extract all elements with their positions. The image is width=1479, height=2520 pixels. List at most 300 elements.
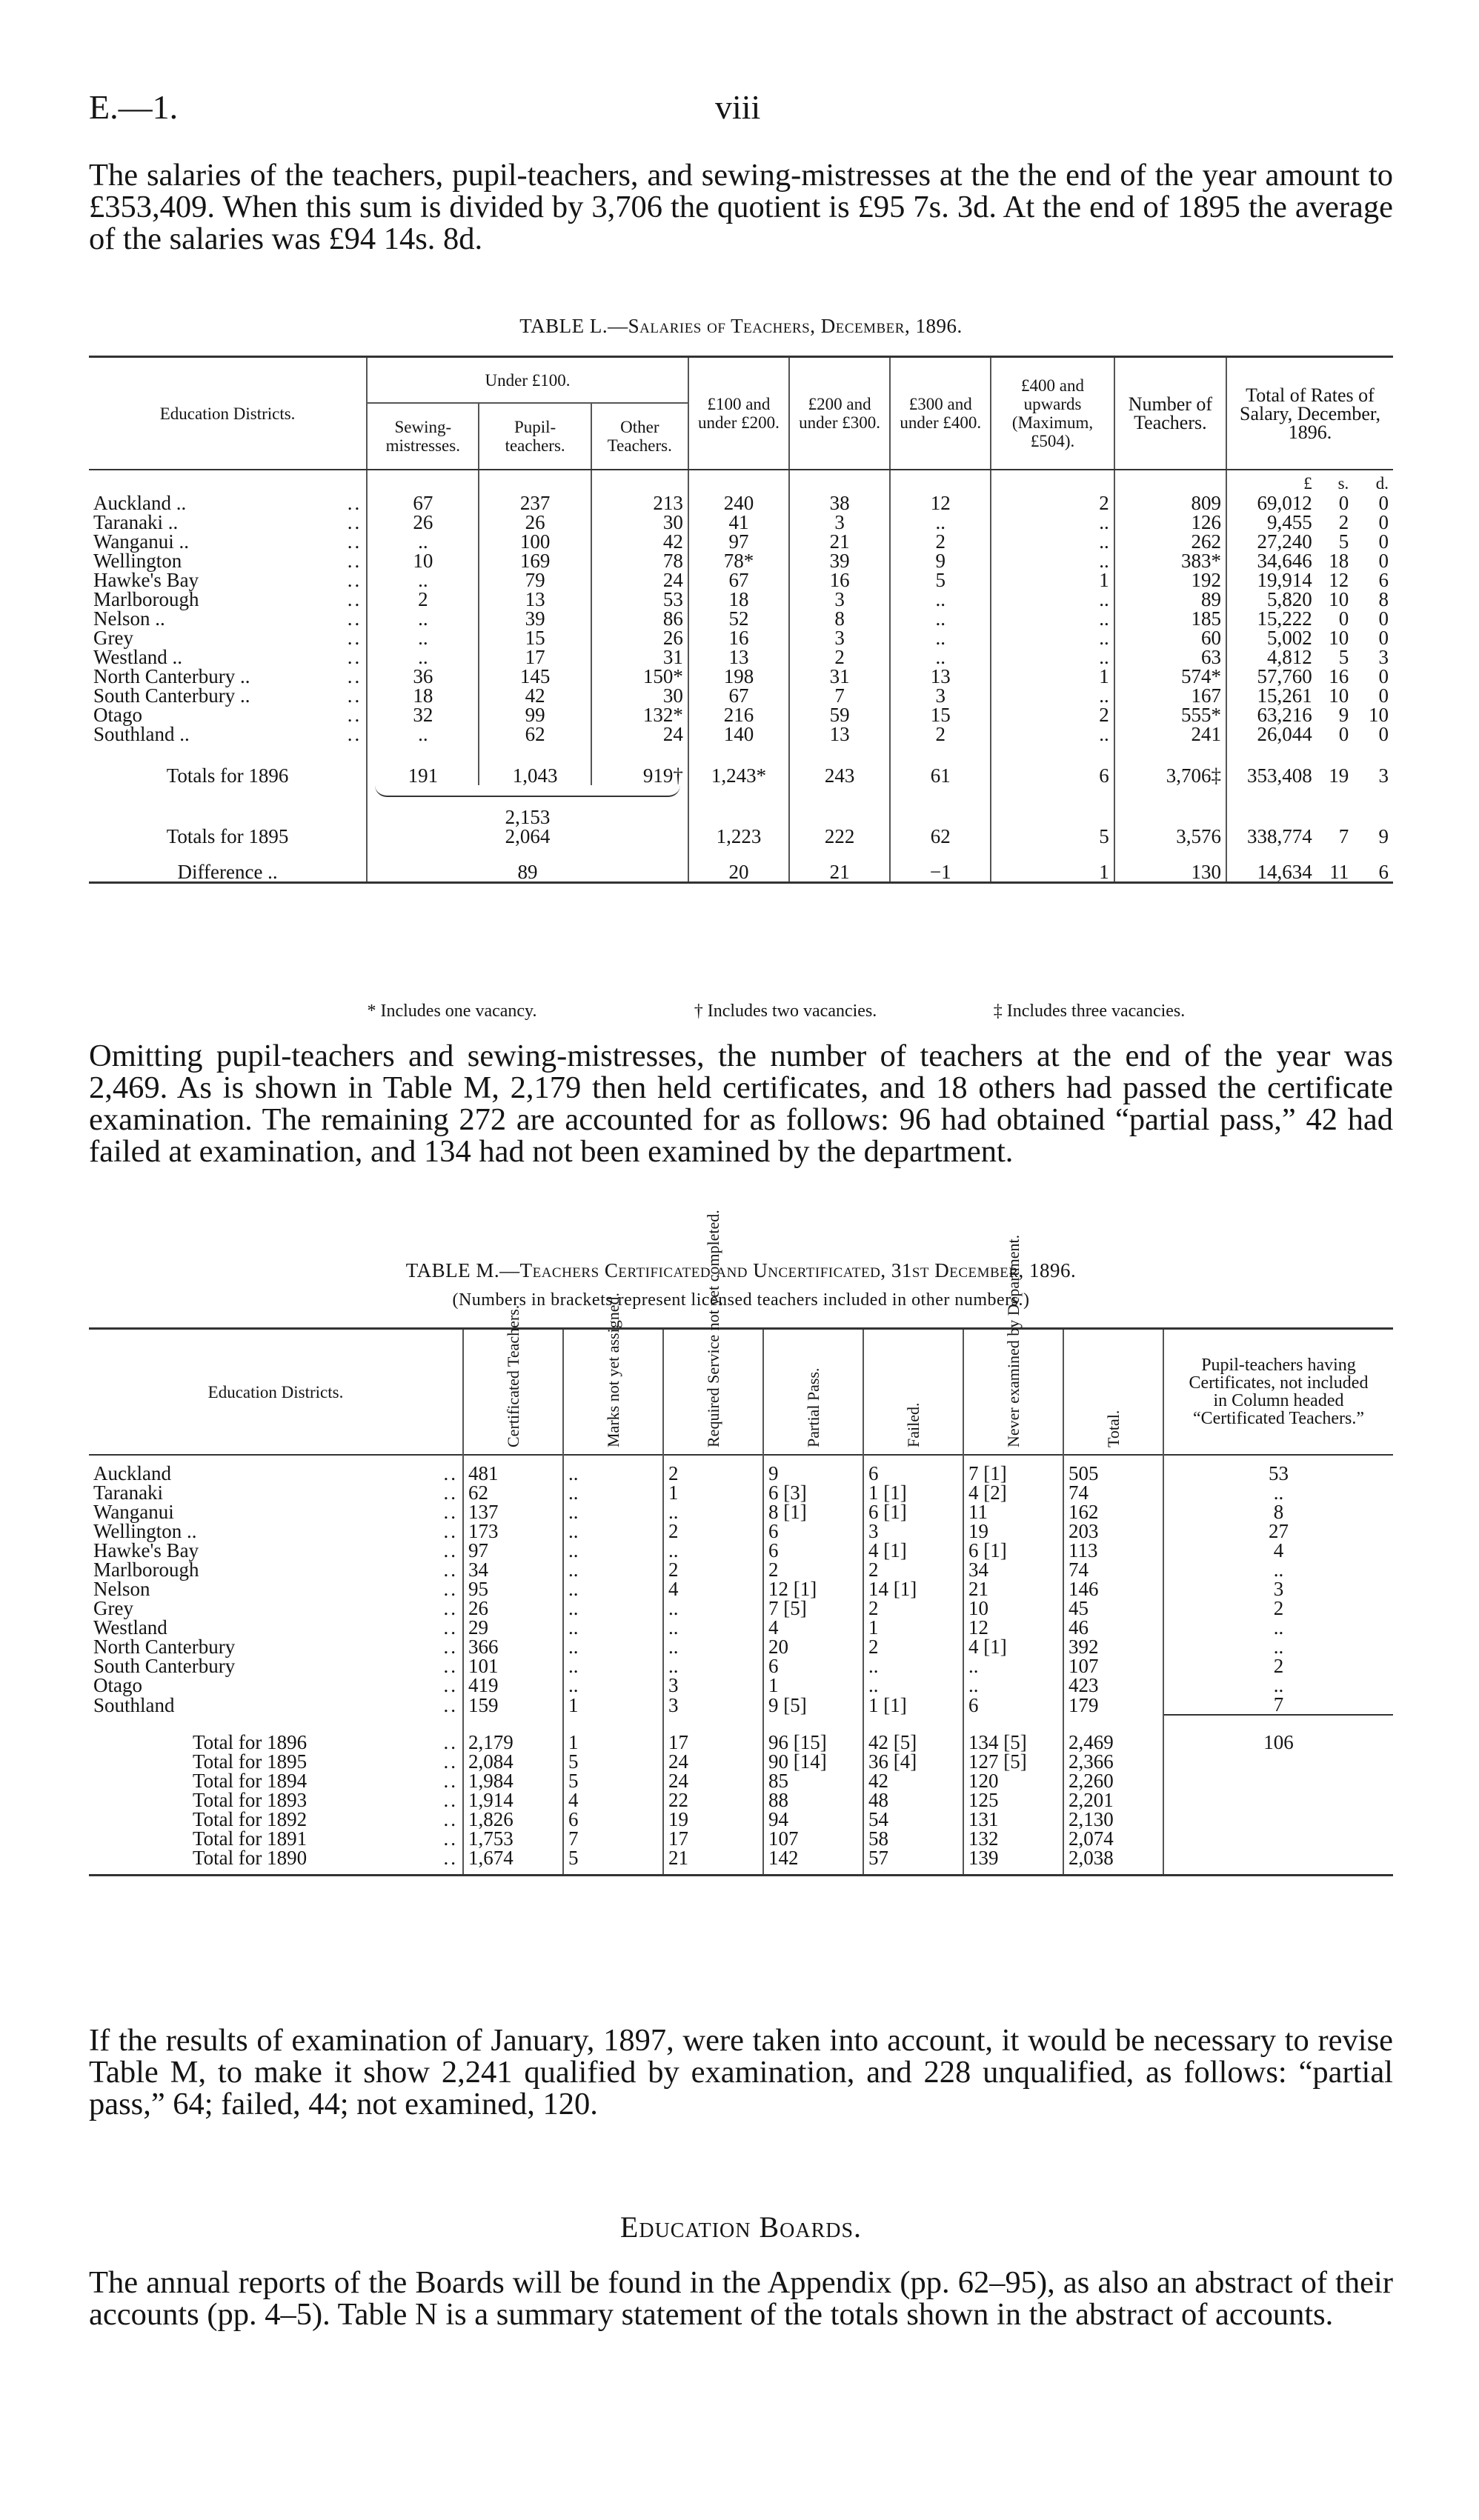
- total-value: 2,130: [1063, 1810, 1163, 1829]
- pounds-value: 57,760: [1226, 667, 1317, 686]
- failed-value: 1 [1]: [863, 1483, 963, 1502]
- table-m-row: [89, 1464, 1393, 1483]
- table-m-row: [89, 1579, 1393, 1599]
- other-value: 26: [591, 628, 688, 647]
- district-name: Auckland ..: [93, 492, 187, 514]
- c200-value: 3: [789, 628, 890, 647]
- c200-value: 59: [789, 705, 890, 724]
- c100-value: 97: [688, 532, 789, 551]
- number-value: 262: [1114, 532, 1226, 551]
- totals-1895-s: 7: [1338, 825, 1349, 847]
- leader-dots: ..: [443, 1616, 458, 1639]
- table-l-note-2: † Includes two vacancies.: [694, 1001, 877, 1021]
- table-m-total-row: [89, 1848, 1393, 1867]
- number-value: 555*: [1114, 705, 1226, 724]
- series-label: E.—1.: [89, 88, 179, 126]
- pounds-value: 4,812: [1226, 647, 1317, 667]
- pence-value: 0: [1378, 492, 1389, 514]
- c100-value: 18: [688, 590, 789, 609]
- leader-dots: ..: [443, 1827, 458, 1850]
- pupil-value: 237: [479, 493, 591, 513]
- leader-dots: ..: [347, 684, 362, 707]
- service-value: ..: [663, 1502, 763, 1521]
- service-value: 2: [663, 1521, 763, 1541]
- c200-value: 3: [789, 513, 890, 532]
- leader-dots: ..: [443, 1693, 458, 1716]
- service-value: 19: [663, 1810, 763, 1829]
- failed-value: 36 [4]: [863, 1752, 963, 1771]
- cert-value: 481: [463, 1464, 563, 1483]
- shillings-value: 0: [1338, 723, 1349, 745]
- partial-value: 12 [1]: [763, 1579, 863, 1599]
- c100-value: 216: [688, 705, 789, 724]
- table-m-subcaption: (Numbers in brackets represent licensed teachers included in other numbers.): [452, 1290, 1030, 1310]
- district-name: South Canterbury: [93, 1655, 236, 1677]
- failed-value: ..: [863, 1676, 963, 1695]
- totals-1896-c300: 61: [890, 766, 991, 785]
- leader-dots: ..: [443, 1789, 458, 1811]
- col-total-salary-text: Total of Rates of Salary, December, 1896.: [1239, 384, 1380, 443]
- failed-value: 3: [863, 1521, 963, 1541]
- partial-value: 2: [763, 1560, 863, 1579]
- pupil-value: 27: [1163, 1521, 1393, 1541]
- total-value: 146: [1063, 1579, 1163, 1599]
- total-value: 74: [1063, 1560, 1163, 1579]
- pupil-value: ..: [1163, 1618, 1393, 1637]
- partial-value: 20: [763, 1637, 863, 1656]
- table-l-row: [89, 705, 1393, 724]
- table-m-row: [89, 1483, 1393, 1502]
- page-number: viii: [715, 88, 761, 126]
- never-value: 12: [963, 1618, 1063, 1637]
- failed-value: 42 [5]: [863, 1733, 963, 1752]
- cert-value: 1,753: [463, 1829, 563, 1848]
- sewing-value: ..: [367, 609, 479, 628]
- leader-dots: ..: [443, 1750, 458, 1773]
- c400-value: ..: [991, 609, 1114, 628]
- marks-value: 5: [563, 1752, 663, 1771]
- never-value: 34: [963, 1560, 1063, 1579]
- never-value: 4 [1]: [963, 1637, 1063, 1656]
- failed-value: 14 [1]: [863, 1579, 963, 1599]
- number-value: 167: [1114, 686, 1226, 705]
- pupil-value: 106: [1163, 1733, 1393, 1752]
- col-400-up-text: £400 and upwards (Maximum, £504).: [1011, 376, 1094, 450]
- sewing-value: 10: [367, 551, 479, 570]
- total-label: Total for 1896: [193, 1731, 308, 1753]
- c100-value: 67: [688, 686, 789, 705]
- sewing-value: ..: [367, 628, 479, 647]
- other-value: 24: [591, 724, 688, 744]
- sewing-value: 36: [367, 667, 479, 686]
- totals-1895-number: 3,576: [1114, 827, 1226, 846]
- other-value: 53: [591, 590, 688, 609]
- never-value: 21: [963, 1579, 1063, 1599]
- shillings-value: 0: [1338, 607, 1349, 630]
- sewing-value: ..: [367, 724, 479, 744]
- pupil-value: 145: [479, 667, 591, 686]
- service-value: ..: [663, 1599, 763, 1618]
- failed-value: 48: [863, 1790, 963, 1810]
- district-name: Wanganui: [93, 1501, 174, 1523]
- brace-mark: [375, 785, 680, 797]
- never-value: 6: [963, 1695, 1063, 1715]
- table-m-caption-text: Teachers Certificated and Uncertificated, 31st December, 1896.: [519, 1259, 1077, 1281]
- c100-value: 78*: [688, 551, 789, 570]
- partial-value: 4: [763, 1618, 863, 1637]
- c400-value: ..: [991, 532, 1114, 551]
- failed-value: 54: [863, 1810, 963, 1829]
- number-value: 192: [1114, 570, 1226, 590]
- leader-dots: ..: [443, 1559, 458, 1581]
- other-value: 213: [591, 493, 688, 513]
- pupil-value: ..: [1163, 1483, 1393, 1502]
- district-name: Marlborough: [93, 588, 199, 610]
- marks-value: 1: [563, 1733, 663, 1752]
- never-value: 19: [963, 1521, 1063, 1541]
- total-value: 113: [1063, 1541, 1163, 1560]
- service-value: 3: [663, 1695, 763, 1715]
- failed-value: 58: [863, 1829, 963, 1848]
- col-other: [591, 403, 688, 470]
- total-value: 2,366: [1063, 1752, 1163, 1771]
- never-value: 11: [963, 1502, 1063, 1521]
- failed-value: 2: [863, 1637, 963, 1656]
- m-col-partial-text: Partial Pass.: [803, 1367, 822, 1447]
- c200-value: 16: [789, 570, 890, 590]
- partial-value: 6 [3]: [763, 1483, 863, 1502]
- pence-value: 0: [1378, 627, 1389, 649]
- pupil-value: 99: [479, 705, 591, 724]
- failed-value: 6: [863, 1464, 963, 1483]
- table-l-row: [89, 724, 1393, 744]
- marks-value: ..: [563, 1656, 663, 1676]
- pounds-value: 34,646: [1226, 551, 1317, 570]
- cert-value: 173: [463, 1521, 563, 1541]
- table-m-total-row: [89, 1771, 1393, 1790]
- c200-value: 31: [789, 667, 890, 686]
- c100-value: 41: [688, 513, 789, 532]
- total-label: Total for 1894: [193, 1770, 308, 1792]
- totals-1895-d: 9: [1378, 825, 1389, 847]
- table-l: [89, 356, 1393, 884]
- col-under-100: Under £100.: [367, 357, 688, 404]
- difference-l: 14,634: [1226, 862, 1317, 883]
- number-value: 241: [1114, 724, 1226, 744]
- failed-value: 4 [1]: [863, 1541, 963, 1560]
- col-100-200-text: £100 and under £200.: [698, 395, 780, 432]
- c400-value: ..: [991, 628, 1114, 647]
- failed-value: 1 [1]: [863, 1695, 963, 1715]
- cert-value: 366: [463, 1637, 563, 1656]
- totals-1896-d: 3: [1378, 764, 1389, 787]
- pupil-value: 15: [479, 628, 591, 647]
- pence-value: 3: [1378, 646, 1389, 668]
- never-value: 6 [1]: [963, 1541, 1063, 1560]
- number-value: 574*: [1114, 667, 1226, 686]
- failed-value: 57: [863, 1848, 963, 1867]
- leader-dots: ..: [347, 588, 362, 610]
- c400-value: ..: [991, 513, 1114, 532]
- total-label: Total for 1895: [193, 1750, 308, 1773]
- cert-value: 101: [463, 1656, 563, 1676]
- c300-value: 12: [890, 493, 991, 513]
- other-value: 78: [591, 551, 688, 570]
- unit-pounds: £: [1226, 470, 1317, 493]
- other-value: 24: [591, 570, 688, 590]
- partial-value: 6: [763, 1521, 863, 1541]
- pounds-value: 5,002: [1226, 628, 1317, 647]
- other-value: 31: [591, 647, 688, 667]
- other-value: 86: [591, 609, 688, 628]
- other-value: 30: [591, 686, 688, 705]
- district-name: Wellington ..: [93, 1520, 197, 1542]
- pupil-value: 3: [1163, 1579, 1393, 1599]
- salaries-paragraph: The salaries of the teachers, pupil-teachers, and sewing-mistresses at the the end of the year amount to £353,409. When this sum is divided by 3,706 the quotient is £95 7s. 3d. At the end of 1895 the average of the salaries was £94 14s. 8d.: [89, 158, 1393, 256]
- m-col-marks-text: Marks not yet assigned.: [603, 1293, 622, 1447]
- pounds-value: 63,216: [1226, 705, 1317, 724]
- difference-c400: 1: [991, 862, 1114, 883]
- leader-dots: ..: [443, 1808, 458, 1830]
- cert-value: 34: [463, 1560, 563, 1579]
- totals-1896-label: Totals for 1896: [166, 764, 289, 787]
- pounds-value: 19,914: [1226, 570, 1317, 590]
- cert-value: 1,674: [463, 1848, 563, 1867]
- district-name: South Canterbury ..: [93, 684, 250, 707]
- pounds-value: 15,261: [1226, 686, 1317, 705]
- totals-1895-label: Totals for 1895: [166, 825, 289, 847]
- table-l-caption-text: Salaries of Teachers, December, 1896.: [628, 315, 963, 337]
- shillings-value: 16: [1329, 665, 1349, 687]
- shillings-value: 5: [1338, 530, 1349, 553]
- pupil-value: 79: [479, 570, 591, 590]
- leader-dots: ..: [347, 530, 362, 553]
- pupil-value: [1163, 1810, 1393, 1829]
- pupil-value: 26: [479, 513, 591, 532]
- total-value: 107: [1063, 1656, 1163, 1676]
- c300-value: ..: [890, 590, 991, 609]
- totals-1895-c100: 1,223: [688, 827, 789, 846]
- c400-value: ..: [991, 551, 1114, 570]
- c100-value: 140: [688, 724, 789, 744]
- district-name: Auckland: [93, 1462, 171, 1484]
- marks-value: ..: [563, 1579, 663, 1599]
- district-name: Taranaki ..: [93, 511, 179, 533]
- table-l-row: [89, 513, 1393, 532]
- marks-value: ..: [563, 1502, 663, 1521]
- district-name: Grey: [93, 1597, 133, 1619]
- district-name: Nelson ..: [93, 607, 165, 630]
- leader-dots: ..: [443, 1731, 458, 1753]
- c200-value: 3: [789, 590, 890, 609]
- table-m-row: [89, 1560, 1393, 1579]
- partial-value: 7 [5]: [763, 1599, 863, 1618]
- service-value: 21: [663, 1848, 763, 1867]
- sewing-value: ..: [367, 532, 479, 551]
- difference-label: Difference ..: [177, 861, 278, 883]
- total-label: Total for 1892: [193, 1808, 308, 1830]
- cert-value: 1,984: [463, 1771, 563, 1790]
- table-l-row: [89, 609, 1393, 628]
- m-col-total-text: Total.: [1103, 1410, 1123, 1447]
- failed-value: 2: [863, 1560, 963, 1579]
- pounds-value: 9,455: [1226, 513, 1317, 532]
- leader-dots: ..: [443, 1847, 458, 1869]
- pupil-value: 39: [479, 609, 591, 628]
- table-l-totals-1895: [89, 827, 1393, 846]
- total-value: 2,469: [1063, 1733, 1163, 1752]
- totals-1896-c200: 243: [789, 766, 890, 785]
- shillings-value: 2: [1338, 511, 1349, 533]
- service-value: 3: [663, 1676, 763, 1695]
- shillings-value: 12: [1329, 569, 1349, 591]
- under-100-brace: [367, 785, 688, 807]
- col-total-salary: [1226, 357, 1393, 470]
- table-m-caption: [89, 1259, 1393, 1282]
- c400-value: 2: [991, 493, 1114, 513]
- totals-1895-c200: 222: [789, 827, 890, 846]
- cert-value: 1,826: [463, 1810, 563, 1829]
- shillings-value: 9: [1338, 704, 1349, 726]
- pounds-value: 5,820: [1226, 590, 1317, 609]
- sewing-value: 32: [367, 705, 479, 724]
- totals-1895-under100: 2,064: [367, 827, 688, 846]
- leader-dots: ..: [443, 1501, 458, 1523]
- leader-dots: ..: [347, 607, 362, 630]
- service-value: 2: [663, 1464, 763, 1483]
- totals-1895-c400: 5: [991, 827, 1114, 846]
- cert-value: 159: [463, 1695, 563, 1715]
- total-value: 2,260: [1063, 1771, 1163, 1790]
- pupil-value: [1163, 1829, 1393, 1848]
- total-value: 46: [1063, 1618, 1163, 1637]
- total-value: 2,074: [1063, 1829, 1163, 1848]
- c100-value: 52: [688, 609, 789, 628]
- partial-value: 107: [763, 1829, 863, 1848]
- partial-value: 96 [15]: [763, 1733, 863, 1752]
- leader-dots: ..: [443, 1578, 458, 1600]
- leader-dots: ..: [443, 1481, 458, 1504]
- marks-value: ..: [563, 1618, 663, 1637]
- pence-value: 0: [1378, 665, 1389, 687]
- table-l-row: [89, 570, 1393, 590]
- never-value: 4 [2]: [963, 1483, 1063, 1502]
- c400-value: 1: [991, 570, 1114, 590]
- difference-s: 11: [1329, 861, 1349, 883]
- never-value: 139: [963, 1848, 1063, 1867]
- cert-value: 62: [463, 1483, 563, 1502]
- m-col-pupil-text: Pupil-teachers having Certificates, not included in Column headed “Certificated Teachers.”: [1189, 1356, 1369, 1428]
- table-m-row: [89, 1695, 1393, 1715]
- totals-1896-other: 919†: [591, 766, 688, 785]
- col-district: Education Districts.: [89, 357, 367, 470]
- total-value: 423: [1063, 1676, 1163, 1695]
- marks-value: ..: [563, 1541, 663, 1560]
- cert-value: 29: [463, 1618, 563, 1637]
- table-l-row: [89, 590, 1393, 609]
- totals-1896-l: 353,408: [1226, 766, 1317, 785]
- pupil-value: ..: [1163, 1637, 1393, 1656]
- totals-1896-c400: 6: [991, 766, 1114, 785]
- c300-value: 15: [890, 705, 991, 724]
- district-name: North Canterbury ..: [93, 665, 250, 687]
- total-value: 179: [1063, 1695, 1163, 1715]
- m-col-failed: [863, 1329, 963, 1456]
- failed-value: 2: [863, 1599, 963, 1618]
- c300-value: 13: [890, 667, 991, 686]
- district-name: Grey: [93, 627, 133, 649]
- service-value: 1: [663, 1483, 763, 1502]
- marks-value: ..: [563, 1676, 663, 1695]
- number-value: 809: [1114, 493, 1226, 513]
- table-l-totals-1896: [89, 766, 1393, 785]
- district-name: Marlborough: [93, 1559, 199, 1581]
- never-value: 120: [963, 1771, 1063, 1790]
- leader-dots: ..: [443, 1655, 458, 1677]
- sewing-value: 18: [367, 686, 479, 705]
- totals-1896-sewing: 191: [367, 766, 479, 785]
- district-name: Southland: [93, 1693, 175, 1716]
- col-sewing: [367, 403, 479, 470]
- c200-value: 38: [789, 493, 890, 513]
- totals-1895-c300: 62: [890, 827, 991, 846]
- service-value: 2: [663, 1560, 763, 1579]
- shillings-value: 0: [1338, 492, 1349, 514]
- table-m-row: [89, 1618, 1393, 1637]
- shillings-value: 10: [1329, 588, 1349, 610]
- col-other-text: Other Teachers.: [607, 418, 672, 455]
- teachers-paragraph: Omitting pupil-teachers and sewing-mistresses, the number of teachers at the end of the year was 2,469. As is shown in Table M, 2,179 then held certificates, and 18 others had passed the certificate examination. The remaining 272 are accounted for as follows: 96 had obtained “partial pass,” 42 had failed at examination, and 134 had not been examined by the department.: [89, 1039, 1393, 1169]
- c300-value: 2: [890, 532, 991, 551]
- service-value: 17: [663, 1733, 763, 1752]
- table-m-row: [89, 1637, 1393, 1656]
- table-l-row: [89, 667, 1393, 686]
- shillings-value: 10: [1329, 627, 1349, 649]
- table-m-total-row: [89, 1790, 1393, 1810]
- col-number: [1114, 357, 1226, 470]
- col-400-up: [991, 357, 1114, 470]
- pupil-value: 8: [1163, 1502, 1393, 1521]
- leader-dots: ..: [347, 723, 362, 745]
- never-value: 7 [1]: [963, 1464, 1063, 1483]
- leader-dots: ..: [443, 1539, 458, 1561]
- number-value: 185: [1114, 609, 1226, 628]
- partial-value: 90 [14]: [763, 1752, 863, 1771]
- number-value: 63: [1114, 647, 1226, 667]
- total-value: 2,201: [1063, 1790, 1163, 1810]
- cert-value: 1,914: [463, 1790, 563, 1810]
- table-m-row: [89, 1502, 1393, 1521]
- marks-value: ..: [563, 1521, 663, 1541]
- pupil-value: [1163, 1848, 1393, 1867]
- total-value: 162: [1063, 1502, 1163, 1521]
- table-l-caption-prefix: TABLE L.—: [519, 315, 628, 337]
- leader-dots: ..: [347, 627, 362, 649]
- pence-value: 0: [1378, 684, 1389, 707]
- c300-value: ..: [890, 628, 991, 647]
- m-col-never-text: Never examined by Department.: [1003, 1234, 1023, 1447]
- other-value: 150*: [591, 667, 688, 686]
- district-name: Wellington: [93, 550, 182, 572]
- district-name: Taranaki: [93, 1481, 164, 1504]
- never-value: 132: [963, 1829, 1063, 1848]
- leader-dots: ..: [443, 1674, 458, 1696]
- leader-dots: ..: [347, 492, 362, 514]
- m-col-total: [1063, 1329, 1163, 1456]
- shillings-value: 5: [1338, 646, 1349, 668]
- partial-value: 94: [763, 1810, 863, 1829]
- partial-value: 6: [763, 1656, 863, 1676]
